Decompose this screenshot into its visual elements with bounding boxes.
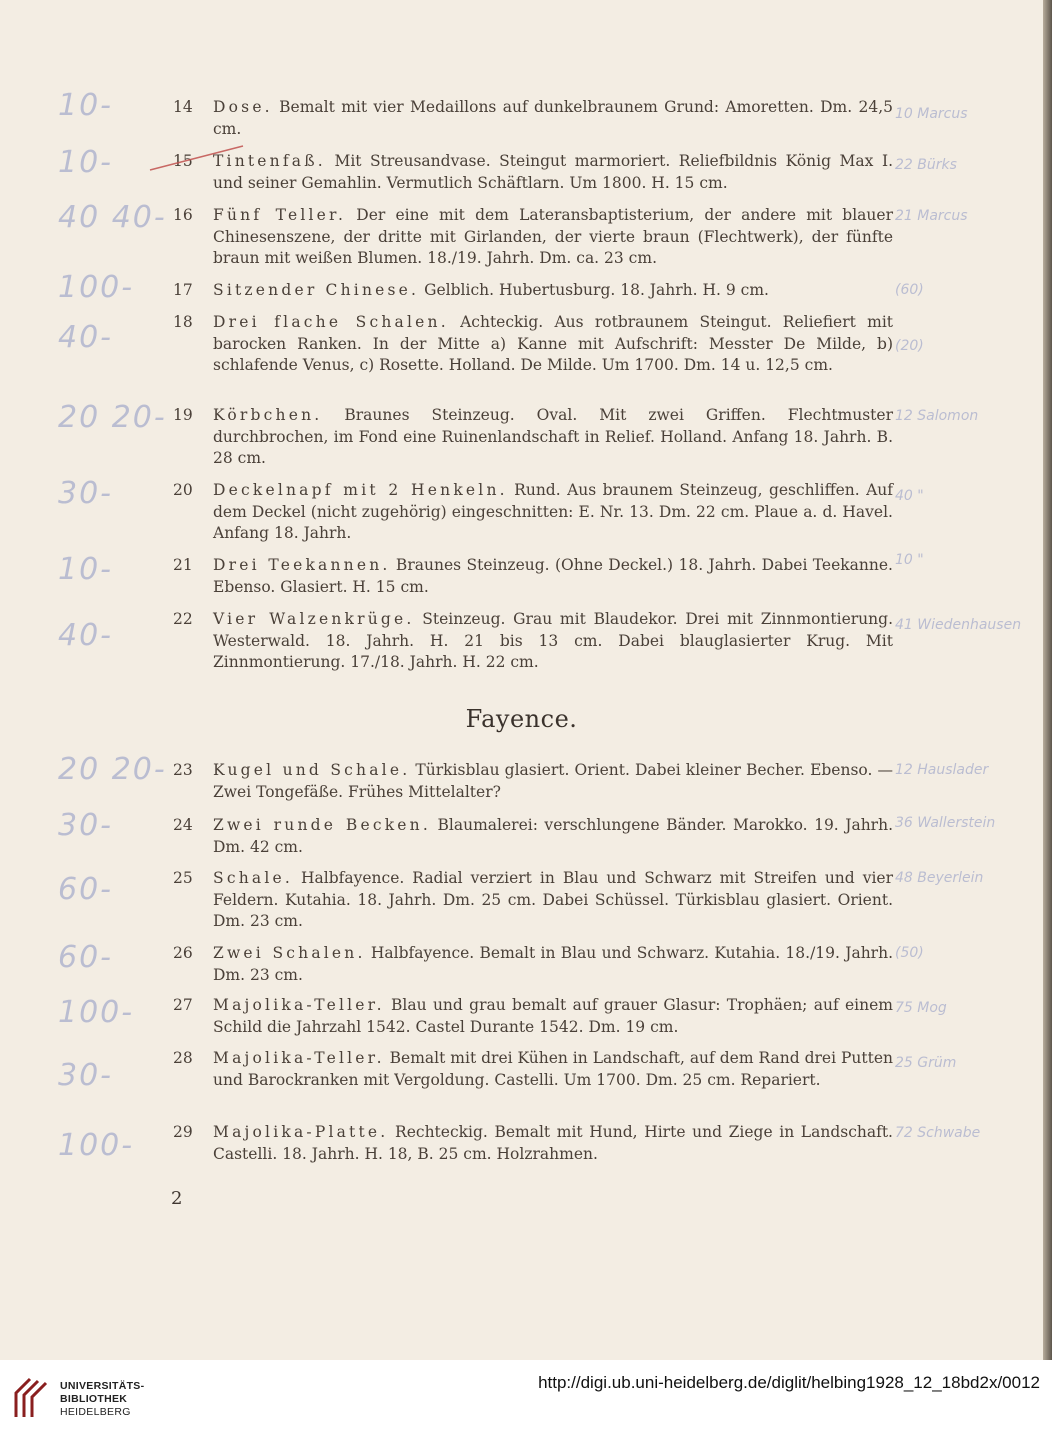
entry-keyword: Kugel und Schale.: [213, 761, 411, 779]
entry-text: Türkisblau glasiert. Orient. Dabei kleiner Becher. Ebenso. — Zwei Tongefäße. Frühes Mittelalter?: [213, 761, 893, 801]
pencil-buyer-14: 10 Marcus: [895, 106, 968, 122]
pencil-price-23: 20 20-: [58, 752, 167, 787]
section-title: Fayence.: [465, 705, 578, 733]
catalog-entry-22: [173, 609, 893, 674]
entry-number: 24: [173, 816, 193, 834]
entry-number: 29: [173, 1123, 193, 1141]
pencil-price-22: 40-: [58, 618, 113, 653]
pencil-price-17: 100-: [58, 270, 135, 305]
entry-number: 28: [173, 1049, 193, 1067]
pencil-buyer-19: 12 Salomon: [895, 408, 979, 424]
library-name-line3: HEIDELBERG: [60, 1406, 131, 1418]
entry-description: [213, 868, 893, 933]
pencil-buyer-26: (50): [895, 945, 924, 961]
entry-description: [213, 480, 893, 545]
pencil-price-20: 30-: [58, 476, 113, 511]
entry-keyword: Schale.: [213, 869, 293, 887]
entry-text: Der eine mit dem Lateransbaptisterium, der andere mit blauer Chinesenszene, der dritte mit Girlanden, der vierte braun (Flechtwerk), der fünfte braun mit weißen Blumen. 18./19. Jahrh. Dm. ca. 23 cm.: [213, 206, 893, 267]
catalog-entry-26: [173, 943, 893, 986]
pencil-buyer-17: (60): [895, 282, 924, 298]
entry-description: [213, 97, 893, 140]
catalog-entry-19: [173, 405, 893, 470]
entry-keyword: Drei Teekannen.: [213, 556, 391, 574]
entry-keyword: Drei flache Schalen.: [213, 313, 449, 331]
catalog-entry-18: [173, 312, 893, 377]
entry-keyword: Majolika-Teller.: [213, 1049, 385, 1067]
entry-text: Braunes Steinzeug. (Ohne Deckel.) 18. Jahrh. Dabei Teekanne. Ebenso. Glasiert. H. 15 cm.: [213, 556, 893, 596]
pencil-buyer-15: 22 Bürks: [895, 157, 957, 173]
entry-description: [213, 815, 893, 858]
catalog-entry-24: [173, 815, 893, 858]
entry-text: Mit Streusandvase. Steingut marmoriert. Reliefbildnis König Max I. und seiner Gemahlin. Vermutlich Schäftlarn. Um 1800. H. 15 cm.: [213, 152, 893, 192]
entry-keyword: Fünf Teller.: [213, 206, 347, 224]
entry-keyword: Körbchen.: [213, 406, 323, 424]
entry-description: [213, 943, 893, 986]
entry-description: [213, 995, 893, 1038]
entry-description: [213, 609, 893, 674]
entry-number: 22: [173, 610, 193, 628]
pencil-buyer-22: 41 Wiedenhausen: [895, 617, 1022, 633]
red-strike-mark: [148, 142, 248, 182]
entry-number: 19: [173, 406, 193, 424]
entry-description: [213, 312, 893, 377]
catalog-entry-29: [173, 1122, 893, 1165]
pencil-price-27: 100-: [58, 995, 135, 1030]
entry-keyword: Vier Walzenkrüge.: [213, 610, 415, 628]
entry-text: Halbfayence. Radial verziert in Blau und Schwarz mit Streifen und vier Feldern. Kutahia. 18. Jahrh. Dm. 25 cm. Dabei Schüssel. Türkisblau glasiert. Orient. Dm. 23 cm.: [213, 869, 893, 930]
pencil-price-19: 20 20-: [58, 400, 167, 435]
catalog-entry-27: [173, 995, 893, 1038]
entry-number: 15: [173, 152, 193, 170]
catalog-entry-17: [173, 280, 893, 302]
entry-number: 27: [173, 996, 193, 1014]
page-number: 2: [171, 1188, 183, 1209]
entry-text: Achteckig. Aus rotbraunem Steingut. Reliefiert mit barocken Ranken. In der Mitte a) Kanne mit Aufschrift: Messter De Milde, b) schlafende Venus, c) Rosette. Holland. De Milde. Um 1700. Dm. 14 u. 12,5 cm.: [213, 313, 894, 374]
entry-text: Steinzeug. Grau mit Blaudekor. Drei mit Zinnmontierung. Westerwald. 18. Jahrh. H. 21 bis 13 cm. Dabei blauglasierter Krug. Mit Zinnmontierung. 17./18. Jahrh. H. 22 cm.: [213, 610, 893, 671]
entry-text: Bemalt mit vier Medaillons auf dunkelbraunem Grund: Amoretten. Dm. 24,5 cm.: [213, 98, 893, 138]
entry-keyword: Zwei runde Becken.: [213, 816, 431, 834]
catalog-entry-21: [173, 555, 893, 598]
pencil-price-15: 10-: [58, 145, 113, 180]
library-name-line1: UNIVERSITÄTS-: [60, 1380, 145, 1392]
pencil-buyer-20: 40 ": [895, 488, 924, 504]
pencil-buyer-23: 12 Hauslader: [895, 762, 989, 778]
entry-number: 14: [173, 98, 193, 116]
entry-text: Halbfayence. Bemalt in Blau und Schwarz. Kutahia. 18./19. Jahrh. Dm. 23 cm.: [213, 944, 893, 984]
entry-description: [213, 555, 893, 598]
pencil-price-18: 40-: [58, 320, 113, 355]
catalog-entry-14: [173, 97, 893, 140]
entry-number: 23: [173, 761, 193, 779]
catalog-entry-28: [173, 1048, 893, 1091]
pencil-buyer-28: 25 Grüm: [895, 1055, 957, 1071]
pencil-buyer-29: 72 Schwabe: [895, 1125, 981, 1141]
entry-description: [213, 1122, 893, 1165]
entry-number: 18: [173, 313, 193, 331]
catalog-entry-16: [173, 205, 893, 270]
entry-keyword: Deckelnapf mit 2 Henkeln.: [213, 481, 508, 499]
footer-bar: [0, 1360, 1052, 1436]
entry-number: 21: [173, 556, 193, 574]
pencil-buyer-16: 21 Marcus: [895, 208, 968, 224]
pencil-price-26: 60-: [58, 940, 113, 975]
library-name-line2: BIBLIOTHEK: [60, 1393, 128, 1405]
entry-text: Blaumalerei: verschlungene Bänder. Marokko. 19. Jahrh. Dm. 42 cm.: [213, 816, 894, 856]
catalog-entry-15: [173, 151, 893, 194]
pencil-buyer-24: 36 Wallerstein: [895, 815, 996, 831]
entry-text: Blau und grau bemalt auf grauer Glasur: Trophäen; auf einem Schild die Jahrzahl 1542. Castel Durante 1542. Dm. 19 cm.: [213, 996, 893, 1036]
entry-keyword: Sitzender Chinese.: [213, 281, 420, 299]
pencil-buyer-21: 10 ": [895, 552, 924, 568]
entry-keyword: Majolika-Platte.: [213, 1123, 389, 1141]
entry-number: 16: [173, 206, 193, 224]
entry-keyword: Dose.: [213, 98, 273, 116]
pencil-price-16: 40 40-: [58, 200, 167, 235]
entry-number: 25: [173, 869, 193, 887]
source-url-link[interactable]: http://digi.ub.uni-heidelberg.de/diglit/helbing1928_12_18bd2x/0012: [538, 1373, 1040, 1392]
pencil-price-24: 30-: [58, 808, 113, 843]
pencil-price-25: 60-: [58, 872, 113, 907]
entry-description: [213, 280, 893, 302]
pencil-buyer-25: 48 Beyerlein: [895, 870, 984, 886]
entry-number: 26: [173, 944, 193, 962]
pencil-buyer-27: 75 Mog: [895, 1000, 947, 1016]
entry-number: 20: [173, 481, 193, 499]
entry-keyword: Tintenfaß.: [213, 152, 326, 170]
entry-description: [213, 205, 893, 270]
pencil-buyer-18: (20): [895, 338, 924, 354]
pencil-price-21: 10-: [58, 552, 113, 587]
pencil-price-14: 10-: [58, 88, 113, 123]
entry-text: Gelblich. Hubertusburg. 18. Jahrh. H. 9 cm.: [419, 281, 769, 299]
pencil-price-28: 30-: [58, 1058, 113, 1093]
entry-text: Rechteckig. Bemalt mit Hund, Hirte und Ziege in Landschaft. Castelli. 18. Jahrh. H. 18, B. 25 cm. Holzrahmen.: [213, 1123, 893, 1163]
catalog-entry-20: [173, 480, 893, 545]
entry-description: [213, 760, 893, 803]
entry-description: [213, 151, 893, 194]
entry-keyword: Majolika-Teller.: [213, 996, 385, 1014]
catalog-entry-25: [173, 868, 893, 933]
library-logo-icon: [10, 1373, 52, 1423]
pencil-price-29: 100-: [58, 1128, 135, 1163]
entry-description: [213, 1048, 893, 1091]
page-edge-shadow: [1043, 0, 1052, 1360]
catalog-entry-23: [173, 760, 893, 803]
entry-number: 17: [173, 281, 193, 299]
entry-keyword: Zwei Schalen.: [213, 944, 366, 962]
entry-description: [213, 405, 893, 470]
entry-text: Braunes Steinzeug. Oval. Mit zwei Griffen. Flechtmuster durchbrochen, im Fond eine Ruinenlandschaft in Relief. Holland. Anfang 18. Jahrh. B. 28 cm.: [213, 406, 893, 467]
entry-text: Bemalt mit drei Kühen in Landschaft, auf dem Rand drei Putten und Barockranken mit Vergoldung. Castelli. Um 1700. Dm. 25 cm. Repariert.: [213, 1049, 893, 1089]
entry-text: Rund. Aus braunem Steinzeug, geschliffen. Auf dem Deckel (nicht zugehörig) eingeschnitten: E. Nr. 13. Dm. 22 cm. Plaue a. d. Havel. Anfang 18. Jahrh.: [213, 481, 893, 542]
